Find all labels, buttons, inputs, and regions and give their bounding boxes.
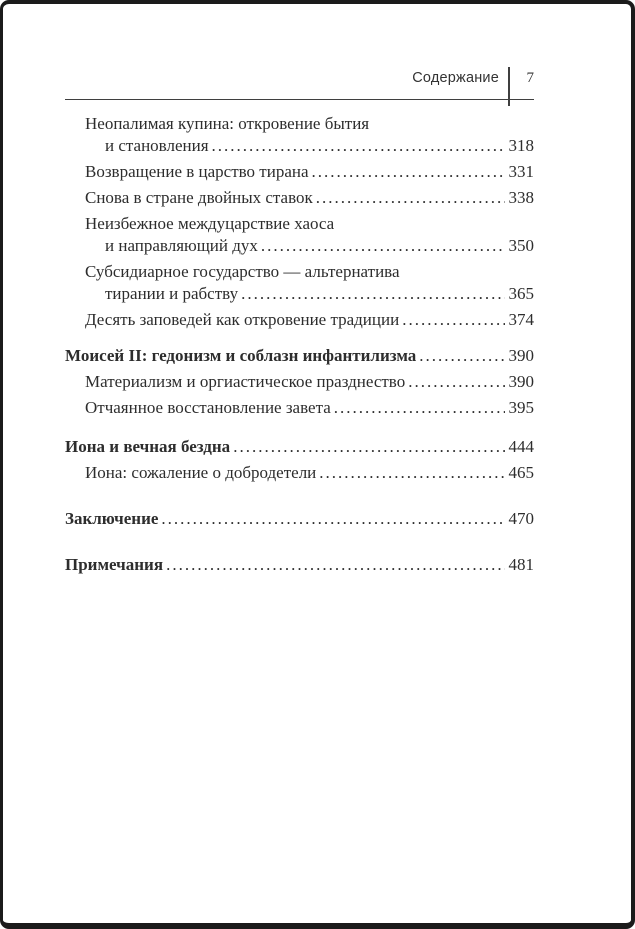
toc-line xyxy=(65,213,534,235)
dot-leader xyxy=(402,309,504,331)
entry-page-number: 350 xyxy=(508,236,534,255)
entry-page-number: 390 xyxy=(508,346,534,365)
toc-entry xyxy=(65,554,534,576)
dot-leader xyxy=(334,397,505,419)
toc-line xyxy=(65,554,534,576)
toc-entry xyxy=(65,261,534,305)
entry-page-number: 318 xyxy=(508,136,534,155)
toc-entry xyxy=(65,187,534,209)
toc-entry xyxy=(65,161,534,183)
dot-leader xyxy=(166,554,504,576)
toc-line xyxy=(65,261,534,283)
header-divider xyxy=(508,67,510,106)
dot-leader xyxy=(241,283,504,305)
dot-leader xyxy=(408,371,504,393)
toc-entry xyxy=(65,508,534,530)
entry-title: Моисей II: гедонизм и соблазн инфантилизма xyxy=(65,346,417,365)
dot-leader xyxy=(212,135,505,157)
entry-title: Субсидиарное государство — альтернатива xyxy=(85,262,400,281)
entry-title: Неопалимая купина: откровение бытия xyxy=(85,114,370,133)
dot-leader xyxy=(312,161,505,183)
entry-page-number: 331 xyxy=(508,162,534,181)
toc-entry xyxy=(65,397,534,419)
toc-group xyxy=(65,113,534,331)
toc-line xyxy=(65,309,534,331)
toc-line xyxy=(65,187,534,209)
toc-line xyxy=(65,462,534,484)
entry-title: Десять заповедей как откровение традиции xyxy=(85,310,400,329)
toc-entry xyxy=(65,213,534,257)
toc-entry xyxy=(65,113,534,157)
toc-entry xyxy=(65,345,534,367)
entry-page-number: 444 xyxy=(508,437,534,456)
toc-line xyxy=(65,113,534,135)
entry-title: Примечания xyxy=(65,555,164,574)
toc-group xyxy=(65,345,534,419)
entry-title: Иона: сожаление о добродетели xyxy=(85,463,317,482)
entry-page-number: 338 xyxy=(508,188,534,207)
dot-leader xyxy=(319,462,504,484)
entry-page-number: 481 xyxy=(508,555,534,574)
entry-title: Иона и вечная бездна xyxy=(65,437,231,456)
entry-page-number: 374 xyxy=(508,310,534,329)
toc-line xyxy=(65,161,534,183)
entry-title: Неизбежное междуцарствие хаоса xyxy=(85,214,335,233)
toc-line xyxy=(65,371,534,393)
dot-leader xyxy=(316,187,505,209)
entry-title: и становления xyxy=(105,136,209,155)
dot-leader xyxy=(261,235,505,257)
toc-line xyxy=(65,345,534,367)
entry-title: тирании и рабству xyxy=(105,284,239,303)
toc-line xyxy=(65,235,534,257)
page-content xyxy=(3,4,631,923)
toc-group xyxy=(65,508,534,530)
toc-entry xyxy=(65,371,534,393)
entry-page-number: 470 xyxy=(508,509,534,528)
entry-title: Снова в стране двойных ставок xyxy=(85,188,313,207)
entry-page-number: 395 xyxy=(508,398,534,417)
toc-line xyxy=(65,436,534,458)
toc-group xyxy=(65,554,534,576)
entry-title: и направляющий дух xyxy=(105,236,258,255)
dot-leader xyxy=(419,345,504,367)
toc-line xyxy=(65,397,534,419)
header-page-number: 7 xyxy=(526,70,534,86)
dot-leader xyxy=(161,508,504,530)
entry-page-number: 365 xyxy=(508,284,534,303)
toc-entry xyxy=(65,309,534,331)
dot-leader xyxy=(233,436,504,458)
entry-title: Возвращение в царство тирана xyxy=(85,162,309,181)
toc-line xyxy=(65,508,534,530)
toc xyxy=(65,113,534,576)
running-title: Содержание xyxy=(412,70,499,86)
toc-group xyxy=(65,436,534,484)
entry-title: Отчаянное восстановление завета xyxy=(85,398,331,417)
toc-entry xyxy=(65,436,534,458)
entry-page-number: 390 xyxy=(508,372,534,391)
entry-page-number: 465 xyxy=(508,463,534,482)
toc-line xyxy=(65,135,534,157)
toc-entry xyxy=(65,462,534,484)
toc-line xyxy=(65,283,534,305)
entry-title: Заключение xyxy=(65,509,159,528)
running-header xyxy=(65,70,534,100)
entry-title: Материализм и оргиастическое празднество xyxy=(85,372,406,391)
